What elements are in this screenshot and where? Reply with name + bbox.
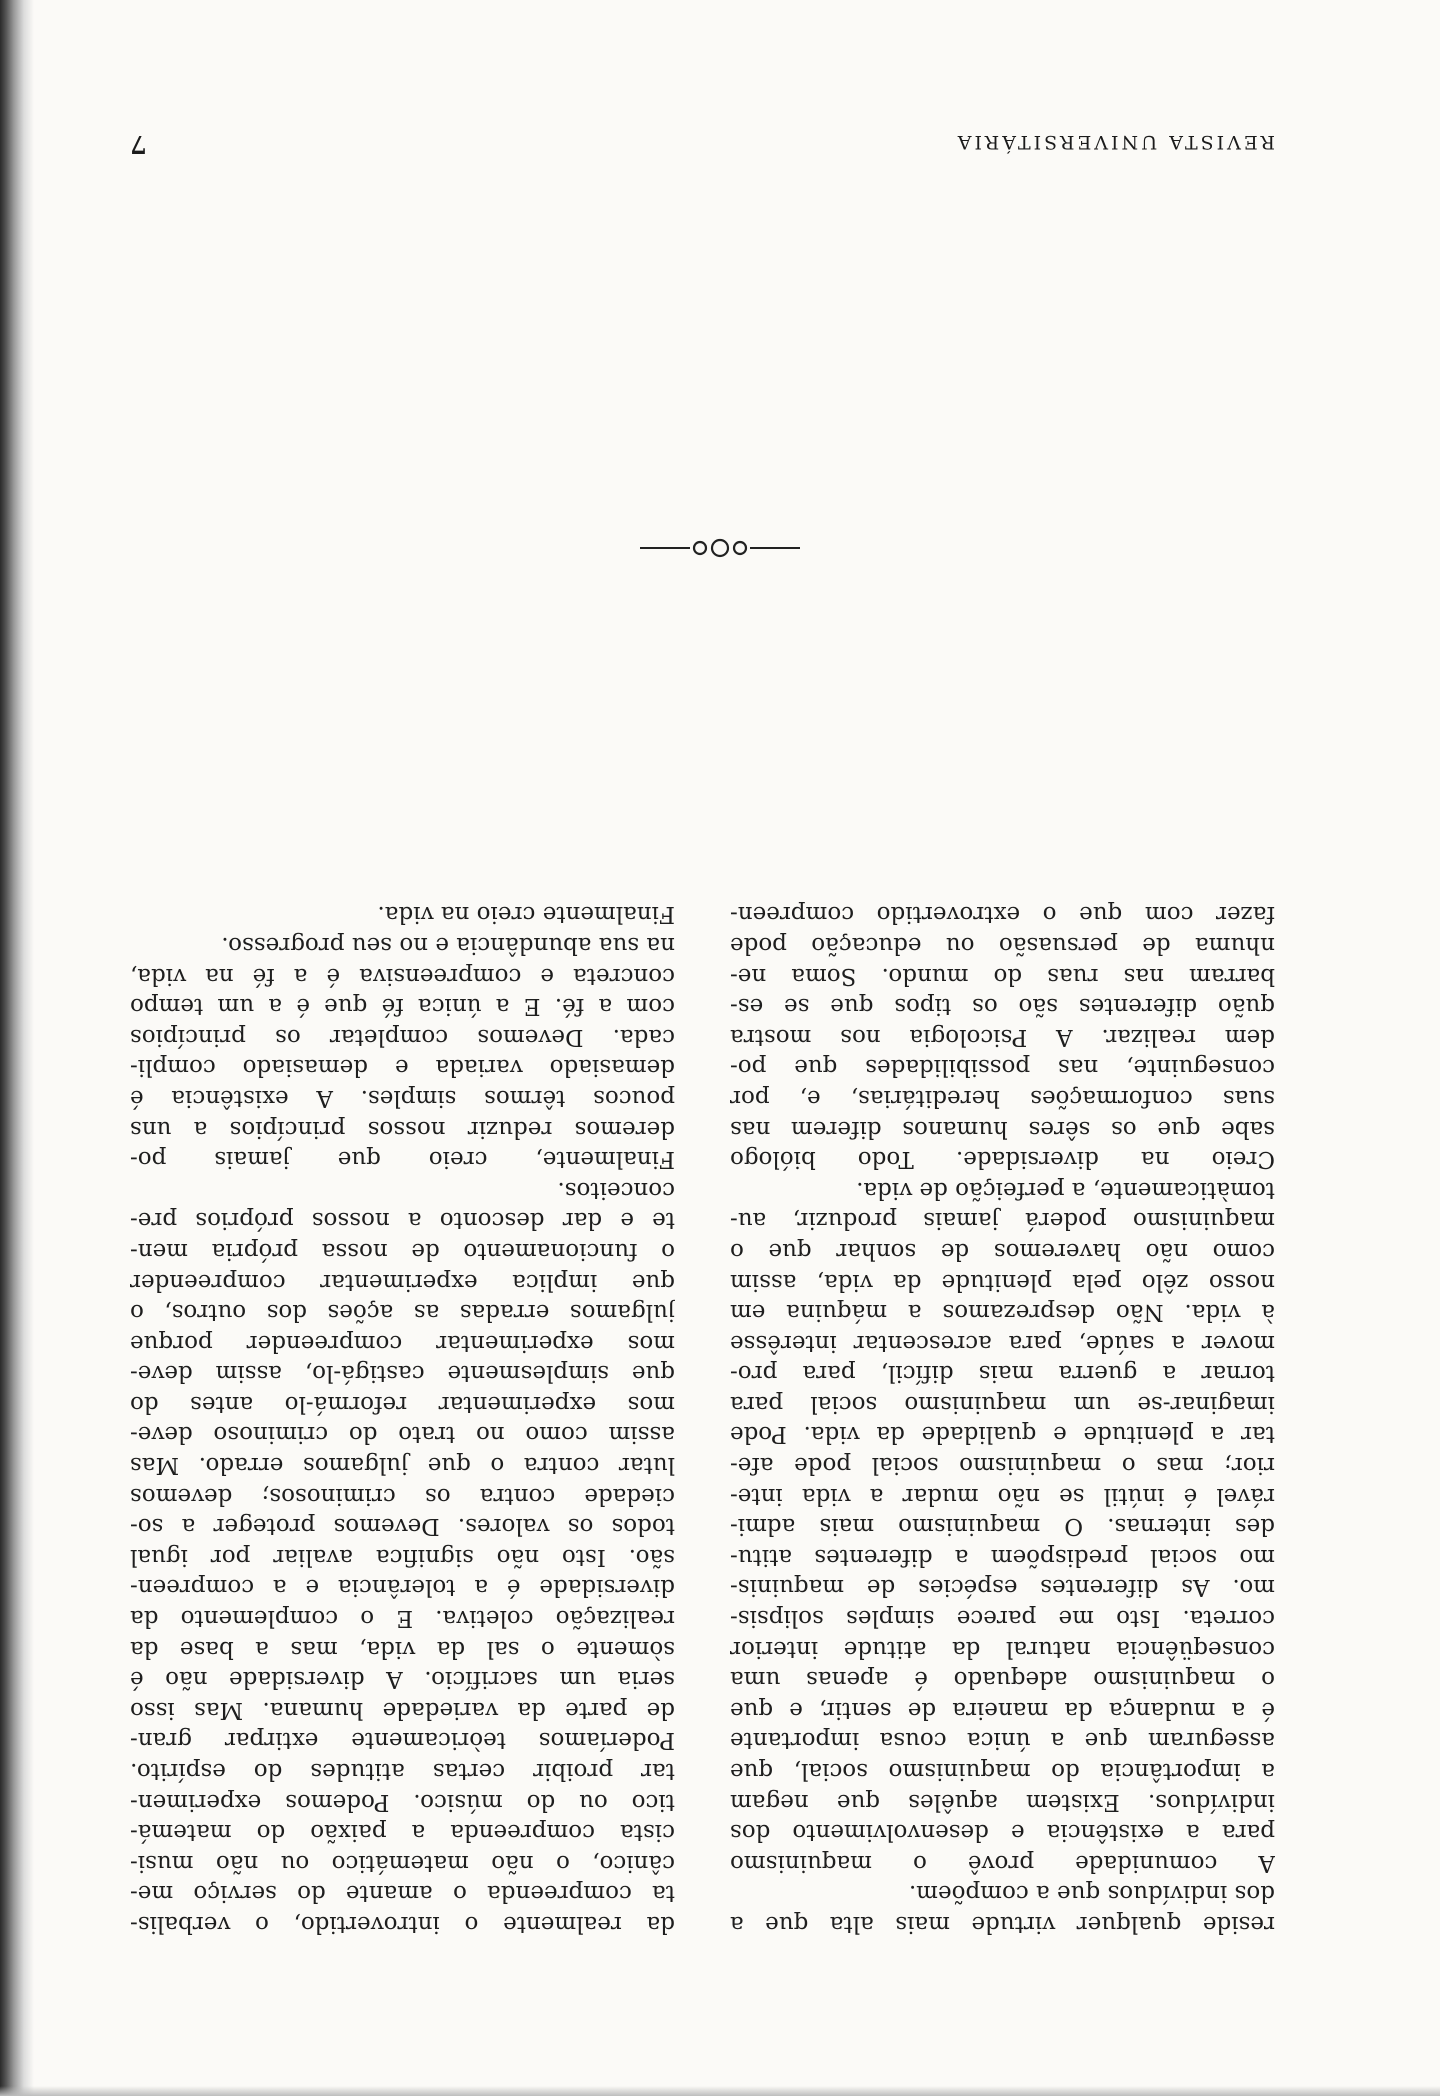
left-column-line: fazer com que o extrovertido compreen- [730, 901, 1275, 928]
right-column-line: todos os valores. Devemos proteger a so- [130, 1513, 675, 1540]
left-column-line: des internas. O maquinismo mais admi- [730, 1513, 1275, 1540]
left-column-line: reside qualquer virtude mais alta que a [730, 1911, 1275, 1937]
right-column-line: mos experimentar compreender porque [130, 1329, 675, 1356]
left-column-line: como não haveremos de sonhar que o [730, 1237, 1275, 1264]
text-column-right [130, 899, 675, 1939]
left-column-line: quão diferentes são os tipos que se es- [730, 993, 1275, 1020]
left-column-line: Creio na diversidade. Todo biólogo [730, 1146, 1275, 1173]
left-column-line: tomàticamente, a perfeição de vida. [856, 1176, 1275, 1203]
right-column-line: sòmente o sal da vida, mas a base da [130, 1635, 675, 1662]
left-column-line: maquinismo poderá jamais produzir, au- [730, 1207, 1275, 1234]
left-column-line: tornar a guerra mais difícil, para pro- [730, 1360, 1275, 1387]
page-number: 7 [130, 130, 147, 159]
right-column-line: com a fé. E a única fé que é a um tempo [130, 993, 675, 1020]
right-column-line: cânico, o não matemático ou não musi- [130, 1849, 675, 1876]
left-column-line: mo social predispõem a diferentes atitu- [730, 1543, 1275, 1570]
right-column-line: Finalmente creio na vida. [377, 901, 675, 928]
right-column-line: cada. Devemos completar os princípios [130, 1023, 675, 1050]
left-column-line: nosso zêlo pela plenitude da vida, assim [730, 1268, 1275, 1295]
left-column-line: rior; mas o maquinismo social pode afe- [730, 1452, 1275, 1479]
right-column-line: que simplesmente castigá-lo, assim deve- [130, 1360, 675, 1387]
left-column-line: é a mudança da maneira de sentir, e que [730, 1696, 1275, 1723]
left-column-line: dos indivíduos que a compõem. [908, 1880, 1275, 1907]
left-column-line: conseguinte, nas possibilidades que po- [730, 1054, 1275, 1081]
right-column-line: Finalmente, creio que jamais po- [130, 1146, 675, 1173]
right-column-line: lutar contra o que julgamos errado. Mas [130, 1452, 675, 1479]
right-column-line: deremos reduzir nossos princípios a uns [130, 1115, 675, 1142]
left-column-line: rável é inútil se não mudar a vida inte- [730, 1482, 1275, 1509]
right-column-line: o funcionamento de nossa própria men- [130, 1237, 675, 1264]
left-column-line: imaginar-se um maquinismo social para [730, 1390, 1275, 1417]
page-binding-shadow [0, 0, 34, 2096]
left-column-line: mover a saúde, para acrescentar interêsse [730, 1329, 1275, 1356]
left-column-line: barram nas ruas do mundo. Soma ne- [730, 962, 1275, 989]
left-column-line: à vida. Não desprezamos a máquina em [730, 1299, 1275, 1326]
right-column-line: são. Isto não significa avaliar por igual [130, 1543, 675, 1570]
journal-title: REVISTA UNIVERSITÁRIA [954, 131, 1275, 153]
right-column-line: ciedade contra os criminosos; devemos [130, 1482, 675, 1509]
right-column-line: conceitos. [557, 1176, 675, 1203]
right-column-line: Poderíamos teòricamente extirpar gran- [130, 1727, 675, 1754]
left-column-line: sabe que os sêres humanos diferem nas [730, 1115, 1275, 1142]
right-column-line: concreta e compreensiva é a fé na vida, [130, 962, 675, 989]
right-column-line: ta compreenda o amante do serviço me- [130, 1880, 675, 1907]
right-column-line: te e dar desconto a nossos próprios pre- [130, 1207, 675, 1234]
section-divider-ornament [640, 536, 800, 560]
right-column-line: tar proibir certas atitudes do espírito. [130, 1758, 675, 1785]
left-column-line: o maquinismo adequado é apenas uma [730, 1666, 1275, 1693]
right-column-line: mos experimentar reformá-lo antes do [130, 1390, 675, 1417]
left-column-line: A comunidade provê o maquinismo [730, 1849, 1275, 1876]
left-column-line: mo. As diferentes espécies de maquinis- [730, 1574, 1275, 1601]
right-column-line: diversidade é a tolerância e a compreen- [130, 1574, 675, 1601]
left-column-line: correta. Isto me parece simples solipsis- [730, 1605, 1275, 1632]
left-column-line: conseqüência natural da atitude interior [730, 1635, 1275, 1662]
left-column-line: indivíduos. Existem aquêles que negam [730, 1788, 1275, 1815]
right-column-line: assim como no trato do criminoso deve- [130, 1421, 675, 1448]
left-column-line: tar a plenitude e qualidade da vida. Pode [730, 1421, 1275, 1448]
right-column-line: julgamos erradas as ações dos outros, o [130, 1299, 675, 1326]
left-column-line: nhuma de persuasão ou educação pode [730, 932, 1275, 958]
left-column-line: suas conformações hereditárias, e, por [730, 1084, 1275, 1111]
left-column-line: para a existência e desenvolvimento dos [730, 1819, 1275, 1846]
right-column-line: que implica experimentar compreender [130, 1268, 675, 1295]
right-column-line: realização coletiva. E o complemento da [130, 1605, 675, 1632]
right-column-line: seria um sacrifício. A diversidade não é [130, 1666, 675, 1693]
right-column-line: demasiado variada e demasiado compli- [130, 1054, 675, 1081]
right-column-line: na sua abundância e no seu progresso. [221, 932, 675, 958]
left-column-line: asseguram que a única cousa importante [730, 1727, 1275, 1754]
page-edge-shadow [0, 2086, 1440, 2096]
text-column-left [730, 899, 1275, 1939]
left-column-line: a importância do maquinismo social, que [730, 1758, 1275, 1785]
right-column-line: de parte da variedade humana. Mas isso [130, 1696, 675, 1723]
right-column-line: da realmente o introvertido, o verbalis- [130, 1911, 675, 1937]
right-column-line: cista compreenda a paixão do matemá- [130, 1819, 675, 1846]
running-header [130, 121, 1275, 161]
left-column-line: dem realizar. A Psicologia nos mostra [730, 1023, 1275, 1050]
right-column-line: poucos têrmos simples. A existência é [130, 1084, 675, 1111]
right-column-line: tico ou do músico. Podemos experimen- [130, 1788, 675, 1815]
